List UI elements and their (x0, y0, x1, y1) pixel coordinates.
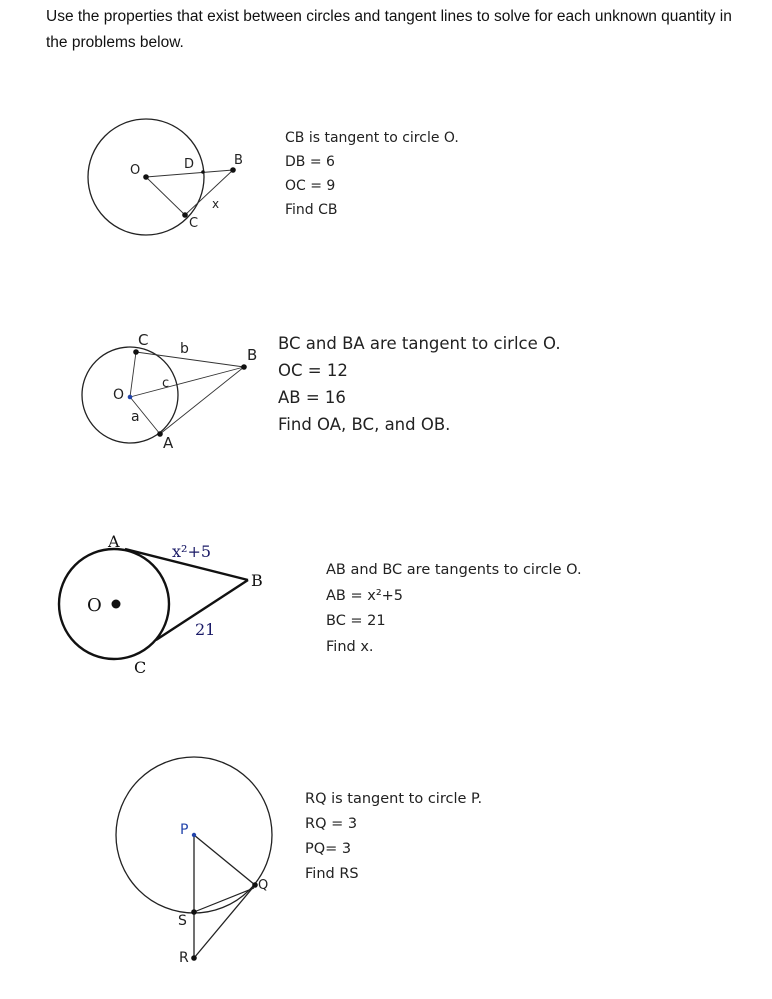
problem-2-line-4: Find OA, BC, and OB. (278, 415, 451, 434)
problem-2-line-1: BC and BA are tangent to cirlce O. (278, 334, 561, 353)
point-s (191, 909, 197, 915)
chord-sq (194, 888, 254, 912)
problem-3-line-3: BC = 21 (326, 613, 386, 629)
tangent-rq (194, 885, 255, 958)
label-p: P (180, 822, 189, 838)
problem-1-line-1: CB is tangent to circle O. (285, 130, 459, 146)
label-q: Q (258, 878, 269, 893)
label-b-lower: b (180, 341, 189, 357)
label-c-lower: c (162, 376, 170, 391)
label-c: C (138, 331, 149, 349)
problem-2-line-2: OC = 12 (278, 361, 348, 380)
problem-4-text (305, 787, 482, 887)
label-b: B (251, 571, 263, 590)
label-ab-expression: x²+5 (172, 542, 212, 561)
label-b: B (247, 346, 258, 364)
label-o: O (113, 387, 125, 403)
problem-4-line-3: PQ= 3 (305, 841, 352, 857)
label-bc-value: 21 (195, 620, 216, 639)
problem-4-line-1: RQ is tangent to circle P. (305, 791, 483, 807)
label-d: D (184, 157, 195, 172)
problem-4-line-4: Find RS (305, 866, 359, 882)
problem-3-line-2: AB = x²+5 (326, 587, 404, 604)
radius-pq (194, 835, 255, 885)
label-c: C (134, 658, 147, 677)
instructions-text: Use the properties that exist between circles and tangent lines to solve for each unknown quantity in the problems below. (46, 8, 732, 51)
label-r: R (179, 950, 189, 966)
point-r (191, 955, 197, 961)
point-p (192, 833, 196, 837)
label-a: A (163, 434, 174, 452)
problem-1-line-4: Find CB (285, 202, 338, 218)
label-b: B (234, 153, 243, 168)
problem-1-line-2: DB = 6 (285, 154, 335, 170)
label-o: O (130, 163, 141, 178)
label-o: O (87, 595, 102, 616)
point-q (252, 882, 258, 888)
problem-3-line-1: AB and BC are tangents to circle O. (326, 562, 582, 578)
problem-4-line-2: RQ = 3 (305, 816, 358, 832)
problem-2-line-3: AB = 16 (278, 388, 346, 407)
label-c: C (189, 216, 199, 231)
label-s: S (178, 913, 187, 929)
label-x: x (212, 197, 220, 211)
label-a-lower: a (131, 409, 140, 425)
problem-1-line-3: OC = 9 (285, 178, 336, 194)
label-a: A (108, 532, 120, 551)
problem-3-line-4: Find x. (326, 638, 374, 655)
